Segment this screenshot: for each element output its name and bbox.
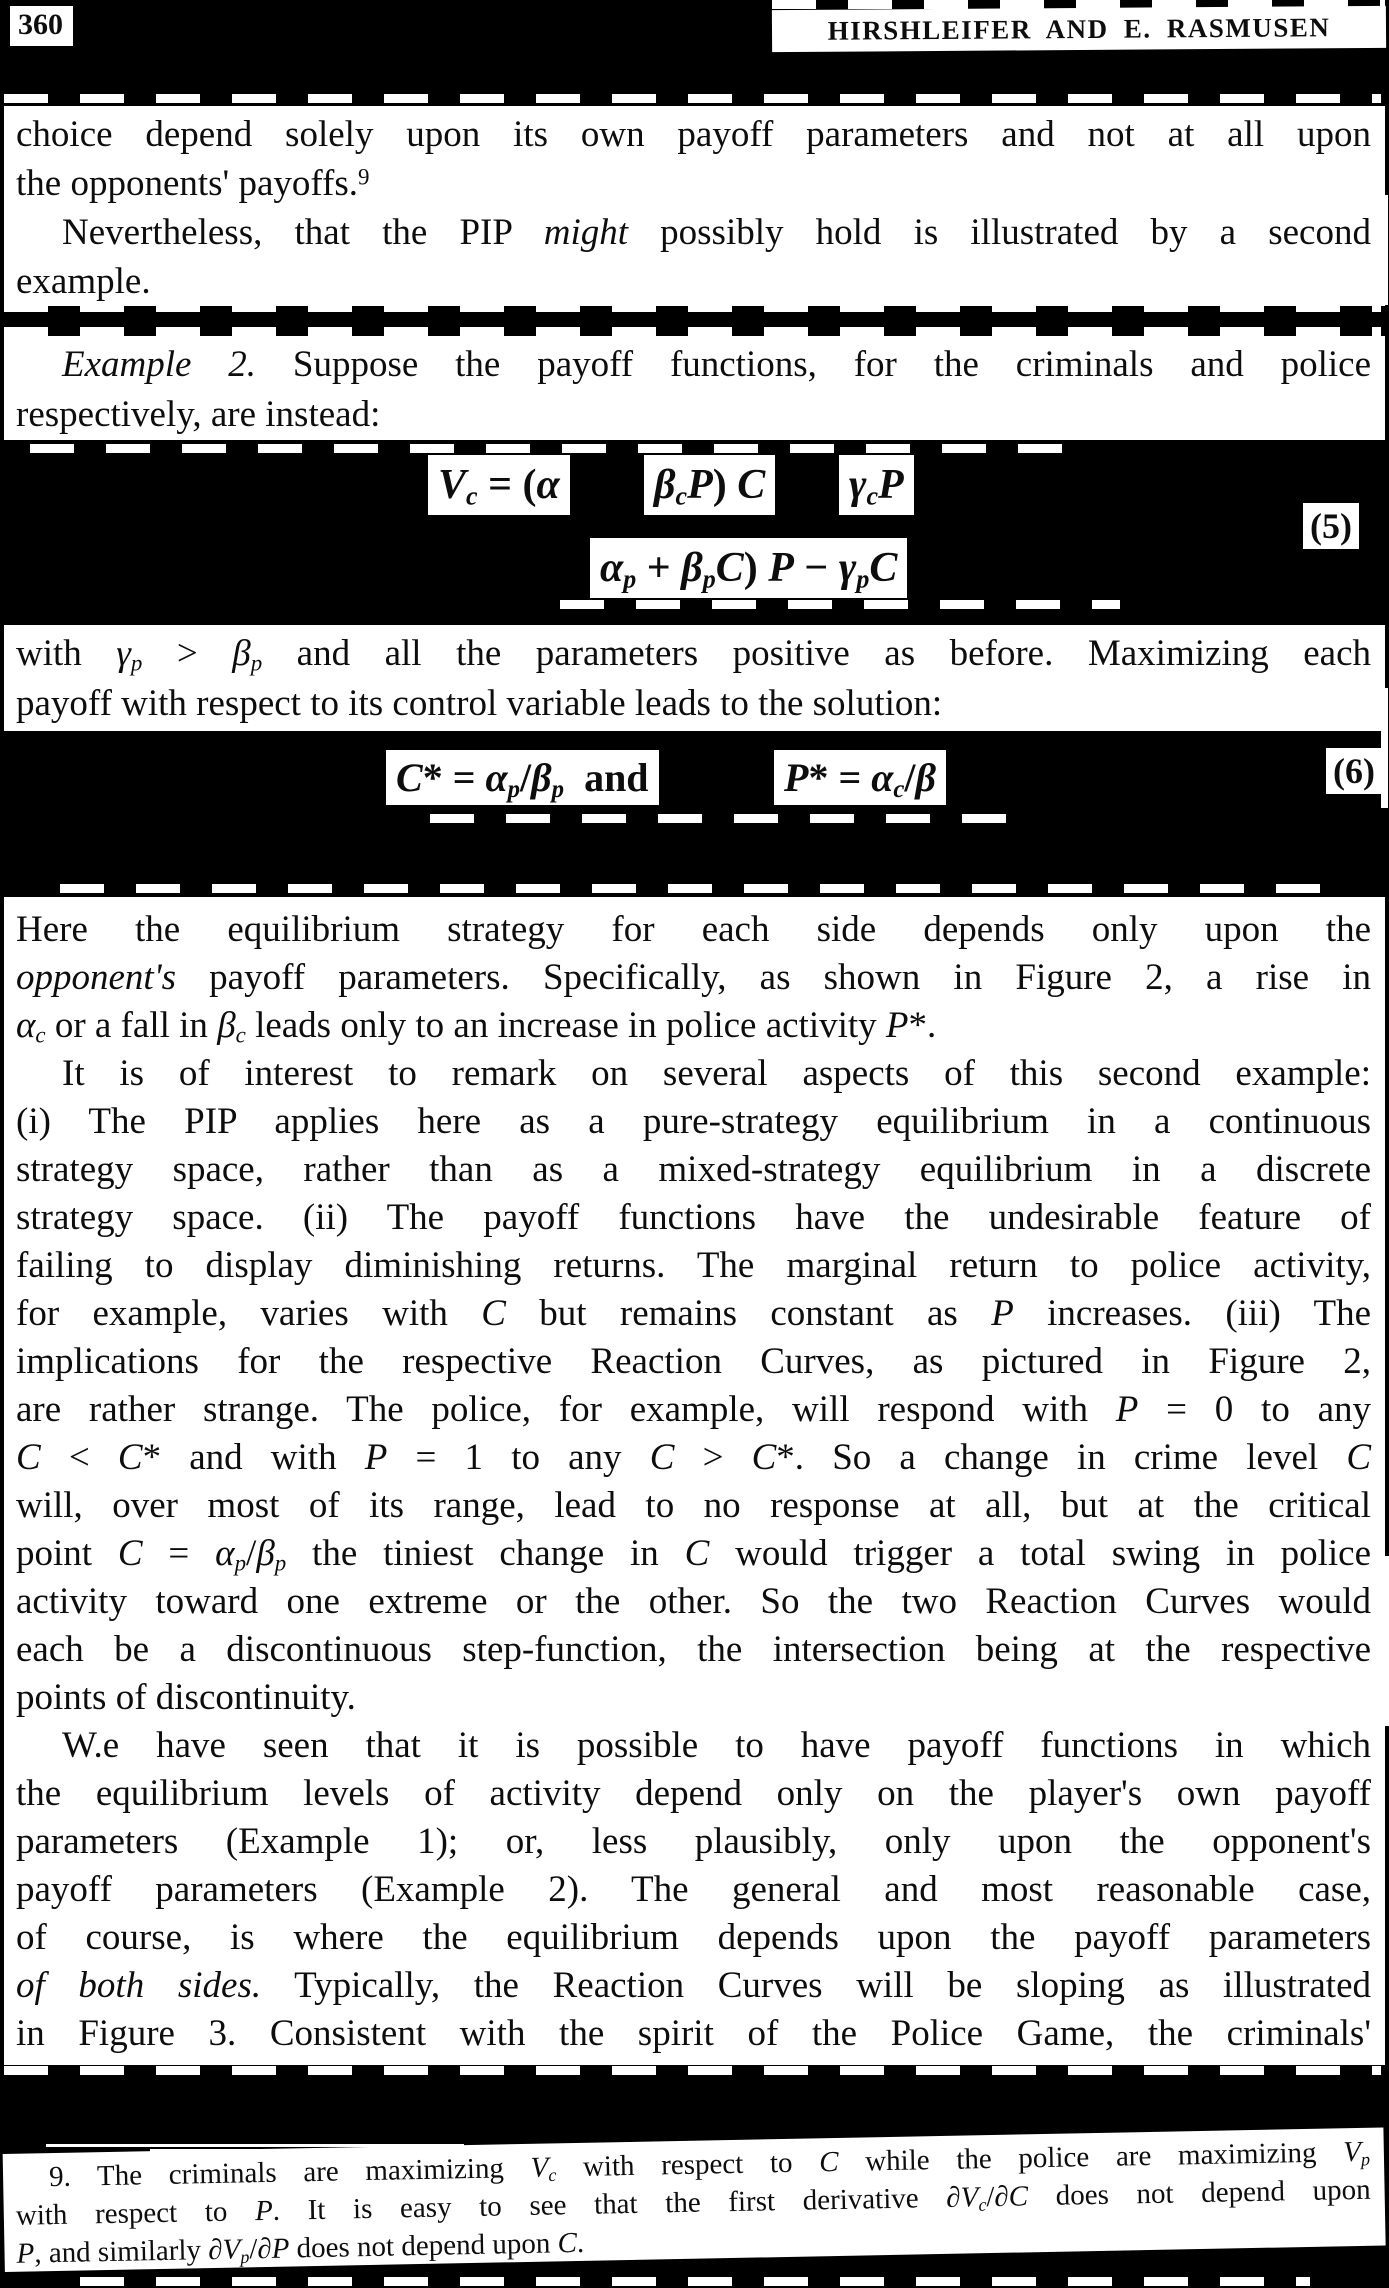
- text-run: C: [751, 1437, 777, 1478]
- text-line: [16, 1146, 1371, 1194]
- text-run: P: [784, 755, 809, 800]
- scan-dash-artifact: [430, 814, 1010, 823]
- subscript: p: [274, 1550, 287, 1576]
- text-run: C: [117, 1533, 143, 1574]
- equation-5-fragment-2: [644, 455, 775, 515]
- text-run: V: [222, 2233, 241, 2266]
- footnote-block: [3, 2128, 1386, 2272]
- subscript: c: [893, 776, 905, 804]
- scan-dash-artifact: [4, 2066, 1381, 2075]
- text-run: activity toward one extreme or the other. So the two Reaction Curves would: [16, 1581, 1371, 1622]
- text-run: β: [654, 462, 676, 508]
- text-run: the opponents' payoffs.: [16, 163, 359, 204]
- text-run: α: [600, 545, 624, 591]
- text-run: β: [915, 755, 937, 800]
- text-run: implications for the respective Reaction Curves, as pictured in Figure 2,: [16, 1341, 1371, 1382]
- text-run: /∂: [985, 2180, 1009, 2214]
- text-run: V: [1342, 2135, 1362, 2169]
- subscript: p: [250, 650, 263, 676]
- text-run: /: [246, 1533, 257, 1574]
- middle-paragraph-block: [4, 625, 1385, 731]
- text-line: [16, 1962, 1371, 2010]
- running-header-text: HIRSHLEIFER AND E. RASMUSEN: [827, 12, 1331, 46]
- subscript: p: [234, 1550, 247, 1576]
- subscript: c: [235, 1022, 246, 1048]
- text-run: ): [743, 545, 769, 591]
- text-run: will, over most of its range, lead to no response at all, but at the critical: [16, 1485, 1371, 1526]
- subscript: c: [35, 1022, 46, 1048]
- text-run: +: [636, 545, 682, 591]
- text-run: the equilibrium levels of activity depend only on the player's own payoff: [16, 1773, 1371, 1814]
- subscript: p: [623, 564, 637, 594]
- text-run: ∂: [207, 2233, 223, 2267]
- text-run: <: [40, 1437, 118, 1478]
- text-line: [16, 1002, 1371, 1050]
- text-line: [16, 1722, 1371, 1770]
- text-run: are rather strange. The police, for example, will respond with: [16, 1389, 1116, 1430]
- text-line: [16, 1194, 1371, 1242]
- text-run: Nevertheless, that the PIP: [62, 212, 544, 253]
- text-run: parameters (Example 1); or, less plausibly, only upon the opponent's: [16, 1821, 1371, 1862]
- equation-6-label: (6): [1326, 748, 1382, 794]
- text-line: [16, 906, 1371, 954]
- text-run: C: [649, 1437, 675, 1478]
- text-run: P: [687, 462, 713, 508]
- text-line: [16, 1290, 1371, 1338]
- subscript: p: [856, 564, 870, 594]
- text-run: /∂: [248, 2232, 272, 2266]
- text-run: Typically, the Reaction Curves will be sloping as illustrated: [261, 1965, 1371, 2006]
- text-run: C: [818, 2145, 839, 2179]
- text-run: strategy space. (ii) The payoff functions have the undesirable feature of: [16, 1197, 1371, 1238]
- text-run: * =: [422, 755, 486, 800]
- text-run: P: [271, 2232, 290, 2265]
- example2-paragraph-block: [4, 336, 1385, 440]
- text-line: [16, 679, 1371, 729]
- text-line: [16, 1482, 1371, 1530]
- equation-5-line-2: [590, 538, 907, 598]
- text-run: with respect to: [555, 2146, 820, 2184]
- text-run: C: [869, 545, 898, 591]
- text-run: each be a discontinuous step-function, the intersection being at the respective: [16, 1629, 1371, 1670]
- text-run: α: [215, 1533, 235, 1574]
- text-line: [16, 1578, 1371, 1626]
- text-run: V: [960, 2181, 979, 2214]
- main-text-block: [4, 897, 1385, 2065]
- text-run: >: [674, 1437, 752, 1478]
- text-run: α: [871, 755, 894, 800]
- text-run: P: [1115, 1389, 1139, 1430]
- subscript: p: [130, 650, 143, 676]
- text-run: P: [991, 1293, 1014, 1334]
- text-run: Example 2.: [62, 344, 257, 385]
- text-run: = 1 to any: [387, 1437, 650, 1478]
- text-line: [16, 954, 1371, 1002]
- text-run: would trigger a total swing in police: [709, 1533, 1371, 1574]
- text-run: the tiniest change in: [286, 1533, 685, 1574]
- text-run: ): [712, 462, 738, 508]
- text-run: W.e have seen that it is possible to have payoff functions in which: [62, 1725, 1371, 1766]
- text-run: payoff with respect to its control variable leads to the solution:: [16, 683, 943, 724]
- text-run: α: [536, 462, 560, 508]
- page-number: [10, 6, 73, 46]
- text-run: * =: [808, 755, 872, 800]
- text-run: respectively, are instead:: [16, 394, 381, 435]
- scan-dash-artifact: [30, 444, 1080, 453]
- text-run: does not depend upon: [1027, 2173, 1371, 2213]
- text-run: might: [543, 212, 628, 253]
- text-run: −: [793, 545, 839, 591]
- text-line: [16, 1242, 1371, 1290]
- text-run: in Figure 3. Consistent with the spirit of the Police Game, the criminals': [16, 2013, 1371, 2054]
- text-line: [16, 1674, 1371, 1722]
- text-run: C: [16, 1437, 41, 1478]
- text-run: β: [217, 1005, 236, 1046]
- text-run: P: [768, 545, 794, 591]
- text-run: α: [16, 1005, 36, 1046]
- text-line: [16, 1866, 1371, 1914]
- text-line: [16, 1338, 1371, 1386]
- text-line: [16, 110, 1371, 159]
- text-run: Here the equilibrium strategy for each side depends only upon the: [16, 909, 1371, 950]
- text-line: [16, 1818, 1371, 1866]
- text-line: [16, 2010, 1371, 2058]
- text-run: points of discontinuity.: [16, 1677, 356, 1718]
- text-run: does not depend upon: [289, 2227, 558, 2265]
- equation-5-fragment-1: [428, 455, 570, 515]
- text-run: γ: [838, 545, 857, 591]
- text-run: (i) The PIP applies here as a pure-strategy equilibrium in a continuous: [16, 1101, 1371, 1142]
- text-run: =: [142, 1533, 216, 1574]
- text-run: failing to display diminishing returns. The marginal return to police activity,: [16, 1245, 1371, 1286]
- scan-dash-artifact: [80, 2277, 1310, 2286]
- equation-6-fragment-2: [774, 750, 946, 805]
- text-run: V: [530, 2151, 549, 2184]
- text-run: /: [904, 755, 916, 800]
- text-run: γ: [849, 462, 867, 508]
- text-run: choice depend solely upon its own payoff parameters and not at all upon: [16, 114, 1371, 155]
- subscript: c: [548, 2164, 557, 2186]
- text-run: C: [684, 1533, 710, 1574]
- text-run: .: [576, 2226, 585, 2260]
- text-run: or a fall in: [45, 1005, 218, 1046]
- text-run: C: [481, 1293, 506, 1334]
- text-run: β: [256, 1533, 275, 1574]
- scan-dash-artifact: [560, 600, 1120, 609]
- text-run: but remains constant as: [505, 1293, 992, 1334]
- text-run: C: [396, 755, 423, 800]
- text-run: and all the parameters positive as before. Maximizing each: [262, 633, 1371, 674]
- text-run: >: [142, 633, 233, 674]
- scan-dash-artifact: [60, 884, 1320, 893]
- text-run: with: [16, 633, 117, 674]
- text-run: . It is easy to see that the first derivative: [272, 2181, 947, 2227]
- text-run: = 0 to any: [1138, 1389, 1371, 1430]
- text-run: opponent's: [16, 957, 177, 998]
- text-run: possibly hold is illustrated by a second: [628, 212, 1371, 253]
- text-run: *.: [908, 1005, 937, 1046]
- text-run: β: [681, 545, 703, 591]
- text-run: payoff parameters (Example 2). The general and most reasonable case,: [16, 1869, 1371, 1910]
- scan-dash-artifact: [4, 94, 1381, 103]
- text-run: C: [117, 1437, 143, 1478]
- text-run: 9. The criminals are maximizing: [48, 2151, 531, 2194]
- subscript: c: [466, 481, 478, 511]
- subscript: c: [978, 2194, 987, 2215]
- text-run: ∂: [945, 2181, 961, 2214]
- text-run: Suppose the payoff functions, for the criminals and police: [256, 344, 1371, 385]
- text-run: α: [485, 755, 508, 800]
- text-line: [16, 208, 1371, 257]
- text-run: γ: [116, 633, 131, 674]
- text-line: [16, 390, 1371, 440]
- equation-5-fragment-3: [839, 455, 914, 515]
- text-run: increases. (iii) The: [1013, 1293, 1372, 1334]
- equation-5-label: (5): [1303, 503, 1359, 549]
- text-run: of course, is where the equilibrium depends upon the payoff parameters: [16, 1917, 1371, 1958]
- text-run: of both sides.: [16, 1965, 262, 2006]
- text-run: payoff parameters. Specifically, as shown in Figure 2, a rise in: [176, 957, 1371, 998]
- text-run: point: [16, 1533, 118, 1574]
- text-run: P: [16, 2237, 35, 2270]
- subscript: c: [675, 481, 688, 511]
- text-line: [16, 159, 1371, 208]
- text-line: [16, 1050, 1371, 1098]
- text-run: P: [885, 1005, 909, 1046]
- text-run: * and with: [142, 1437, 365, 1478]
- text-run: for example, varies with: [16, 1293, 482, 1334]
- text-run: = (: [477, 462, 537, 508]
- text-line: [16, 1434, 1371, 1482]
- text-run: C: [557, 2227, 578, 2260]
- text-line: [16, 1914, 1371, 1962]
- text-run: with respect to: [15, 2195, 256, 2232]
- text-run: leads only to an increase in police activity: [245, 1005, 886, 1046]
- text-line: [16, 1386, 1371, 1434]
- subscript: p: [240, 2246, 250, 2267]
- subscript: c: [866, 481, 879, 511]
- text-run: P: [254, 2194, 274, 2228]
- equation-6-fragment-1: [386, 750, 659, 805]
- subscript: p: [702, 564, 716, 594]
- running-header: [772, 6, 1386, 52]
- page-number-text: 360: [18, 8, 63, 41]
- subscript: p: [551, 776, 565, 804]
- text-line: [16, 1530, 1371, 1578]
- text-line: [16, 1098, 1371, 1146]
- text-run: and: [564, 755, 649, 800]
- text-run: β: [232, 633, 251, 674]
- text-run: strategy space, rather than as a mixed-strategy equilibrium in a discrete: [16, 1149, 1371, 1190]
- text-run: β: [531, 755, 552, 800]
- text-run: P: [878, 462, 904, 508]
- text-run: C: [737, 462, 766, 508]
- text-run: /: [520, 755, 532, 800]
- superscript: 9: [358, 164, 370, 190]
- intro-paragraph-block: [4, 106, 1385, 306]
- text-run: while the police are maximizing: [838, 2136, 1344, 2178]
- text-run: P: [364, 1437, 388, 1478]
- scan-dash-artifact: [4, 327, 1381, 336]
- text-run: V: [438, 462, 467, 508]
- text-line: [16, 257, 1371, 306]
- text-run: , and similarly: [33, 2234, 209, 2270]
- subscript: p: [507, 776, 521, 804]
- text-line: [16, 1626, 1371, 1674]
- text-run: example.: [16, 261, 151, 302]
- text-run: C: [715, 545, 744, 591]
- subscript: p: [1360, 2149, 1371, 2170]
- text-run: It is of interest to remark on several aspects of this second example:: [62, 1053, 1371, 1094]
- text-run: C: [1008, 2180, 1029, 2213]
- text-run: *. So a change in crime level: [776, 1437, 1347, 1478]
- text-run: C: [1346, 1437, 1371, 1478]
- text-line: [16, 1770, 1371, 1818]
- text-line: [16, 340, 1371, 390]
- text-line: [16, 629, 1371, 679]
